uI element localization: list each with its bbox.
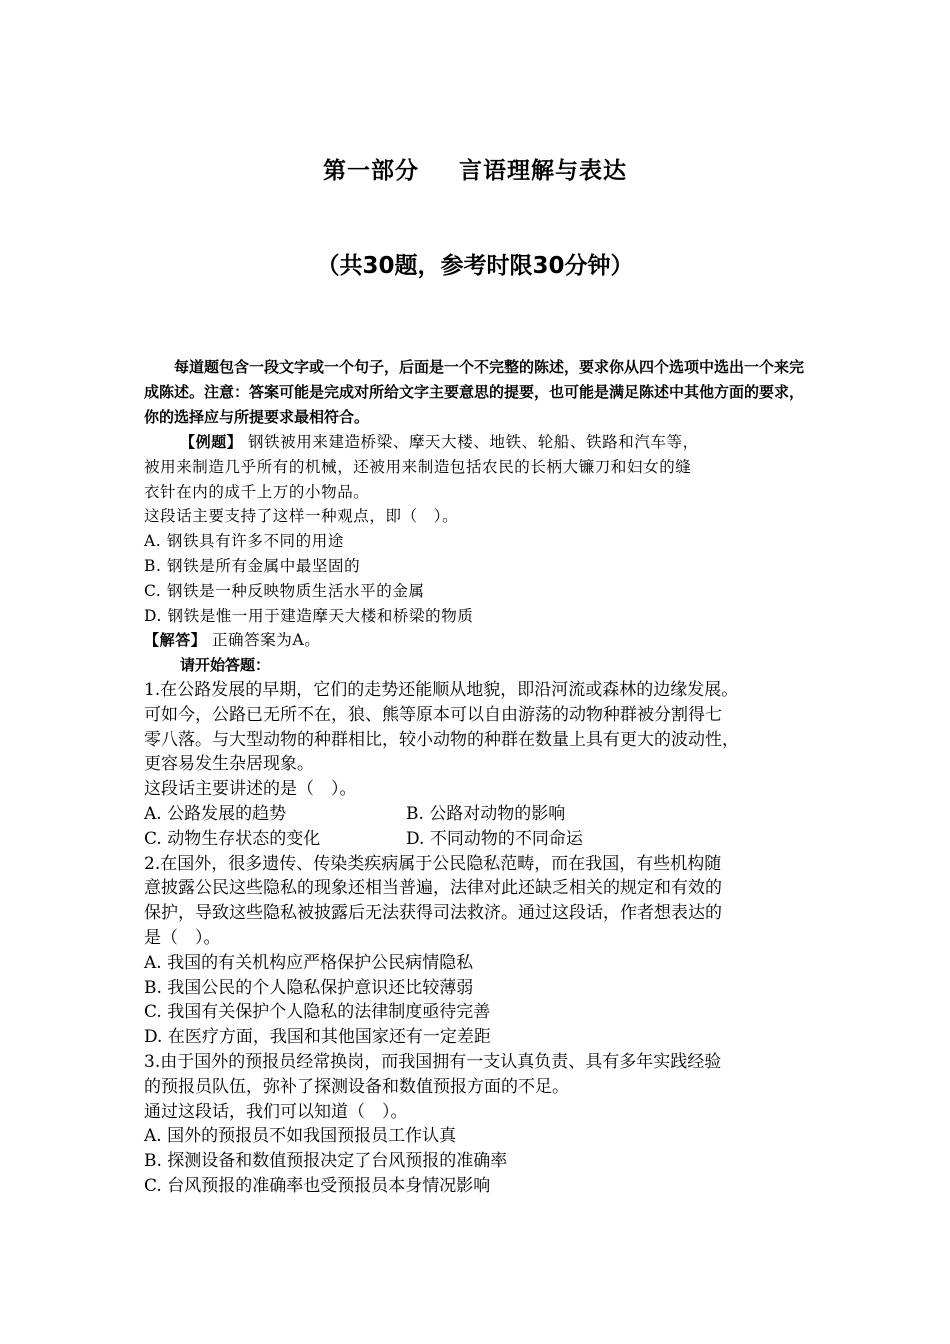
question-line: 更容易发生杂居现象。 (144, 754, 314, 775)
example-line: 衣针在内的成千上万的小物品。 (144, 482, 370, 501)
question-line: 1.在公路发展的早期，它们的走势还能顺从地貌，即沿河流或森林的边缘发展。 (144, 679, 739, 700)
option-a: A. 我国的有关机构应严格保护公民病情隐私 (144, 952, 474, 973)
question-line: 的预报员队伍，弥补了探测设备和数值预报方面的不足。 (144, 1076, 569, 1097)
instructions: 每道题包含一段文字或一个句子，后面是一个不完整的陈述，要求你从四个选项中选出一个来完成陈述。注意：答案可能是完成对所给文字主要意思的提要，也可能是满足陈述中其他方面的要求，你的选择应与所提要求最相符合。 (144, 358, 805, 426)
content-body (144, 430, 814, 1199)
section-part: 第一部分 (323, 158, 419, 184)
question-line: 可如今，公路已无所不在，狼、熊等原本可以自由游荡的动物种群被分割得七 (144, 704, 722, 725)
answer-text: 正确答案为A。 (211, 631, 321, 650)
question-line: 3.由于国外的预报员经常换岗，而我国拥有一支认真负责、具有多年实践经验 (144, 1051, 722, 1072)
start-label: 请开始答题： (180, 656, 271, 675)
option-b: B. 我国公民的个人隐私保护意识还比较薄弱 (144, 977, 474, 998)
option-c: C. 我国有关保护个人隐私的法律制度亟待完善 (144, 1002, 491, 1023)
option-b: B. 探测设备和数值预报决定了台风预报的准确率 (144, 1151, 508, 1172)
example-option: D. 钢铁是惟一用于建造摩天大楼和桥梁的物质 (144, 606, 474, 625)
example-option: C. 钢铁是一种反映物质生活水平的金属 (144, 581, 425, 600)
example-option: A. 钢铁具有许多不同的用途 (144, 532, 344, 551)
example-question: 这段话主要支持了这样一种观点，即（ ）。 (144, 507, 459, 526)
question-line: 意披露公民这些隐私的现象还相当普遍，法律对此还缺乏相关的规定和有效的 (144, 878, 722, 899)
example-tag: 【例题】 (180, 433, 243, 451)
option-d: D. 在医疗方面，我国和其他国家还有一定差距 (144, 1027, 491, 1048)
question-line: 2.在国外，很多遗传、传染类疾病属于公民隐私范畴，而在我国，有些机构随 (144, 853, 722, 874)
question-3 (144, 1050, 814, 1199)
question-prompt: 这段话主要讲述的是（ ）。 (144, 779, 357, 800)
option-d: D. 不同动物的不同命运 (406, 828, 583, 849)
answer-tag: 【解答】 (144, 631, 207, 650)
question-prompt: 通过这段话，我们可以知道（ ）。 (144, 1101, 408, 1122)
section-title: 言语理解与表达 (459, 158, 627, 184)
option-b: B. 公路对动物的影响 (406, 803, 566, 824)
option-row (144, 827, 814, 852)
example-line: 被用来制造几乎所有的机械，还被用来制造包括农民的长柄大镰刀和妇女的缝 (144, 457, 692, 476)
section-heading (0, 152, 950, 185)
question-line: 保护，导致这些隐私被披露后无法获得司法救济。通过这段话，作者想表达的 (144, 903, 722, 924)
example-block (144, 430, 814, 653)
question-2 (144, 852, 814, 1050)
option-row (144, 802, 814, 827)
option-c: C. 动物生存状态的变化 (144, 828, 321, 849)
question-1 (144, 678, 814, 852)
example-option: B. 钢铁是所有金属中最坚固的 (144, 556, 361, 575)
question-prompt: 是（ ）。 (144, 927, 221, 948)
question-line: 零八落。与大型动物的种群相比，较小动物的种群在数量上具有更大的波动性， (144, 729, 739, 750)
option-a: A. 国外的预报员不如我国预报员工作认真 (144, 1126, 457, 1147)
option-a: A. 公路发展的趋势 (144, 803, 287, 824)
section-subheading: （共30题，参考时限30分钟） (316, 253, 634, 279)
option-c: C. 台风预报的准确率也受预报员本身情况影响 (144, 1175, 491, 1196)
example-answer (144, 628, 814, 653)
example-line: 【例题】 钢铁被用来建造桥梁、摩天大楼、地铁、轮船、铁路和汽车等， (180, 433, 699, 451)
